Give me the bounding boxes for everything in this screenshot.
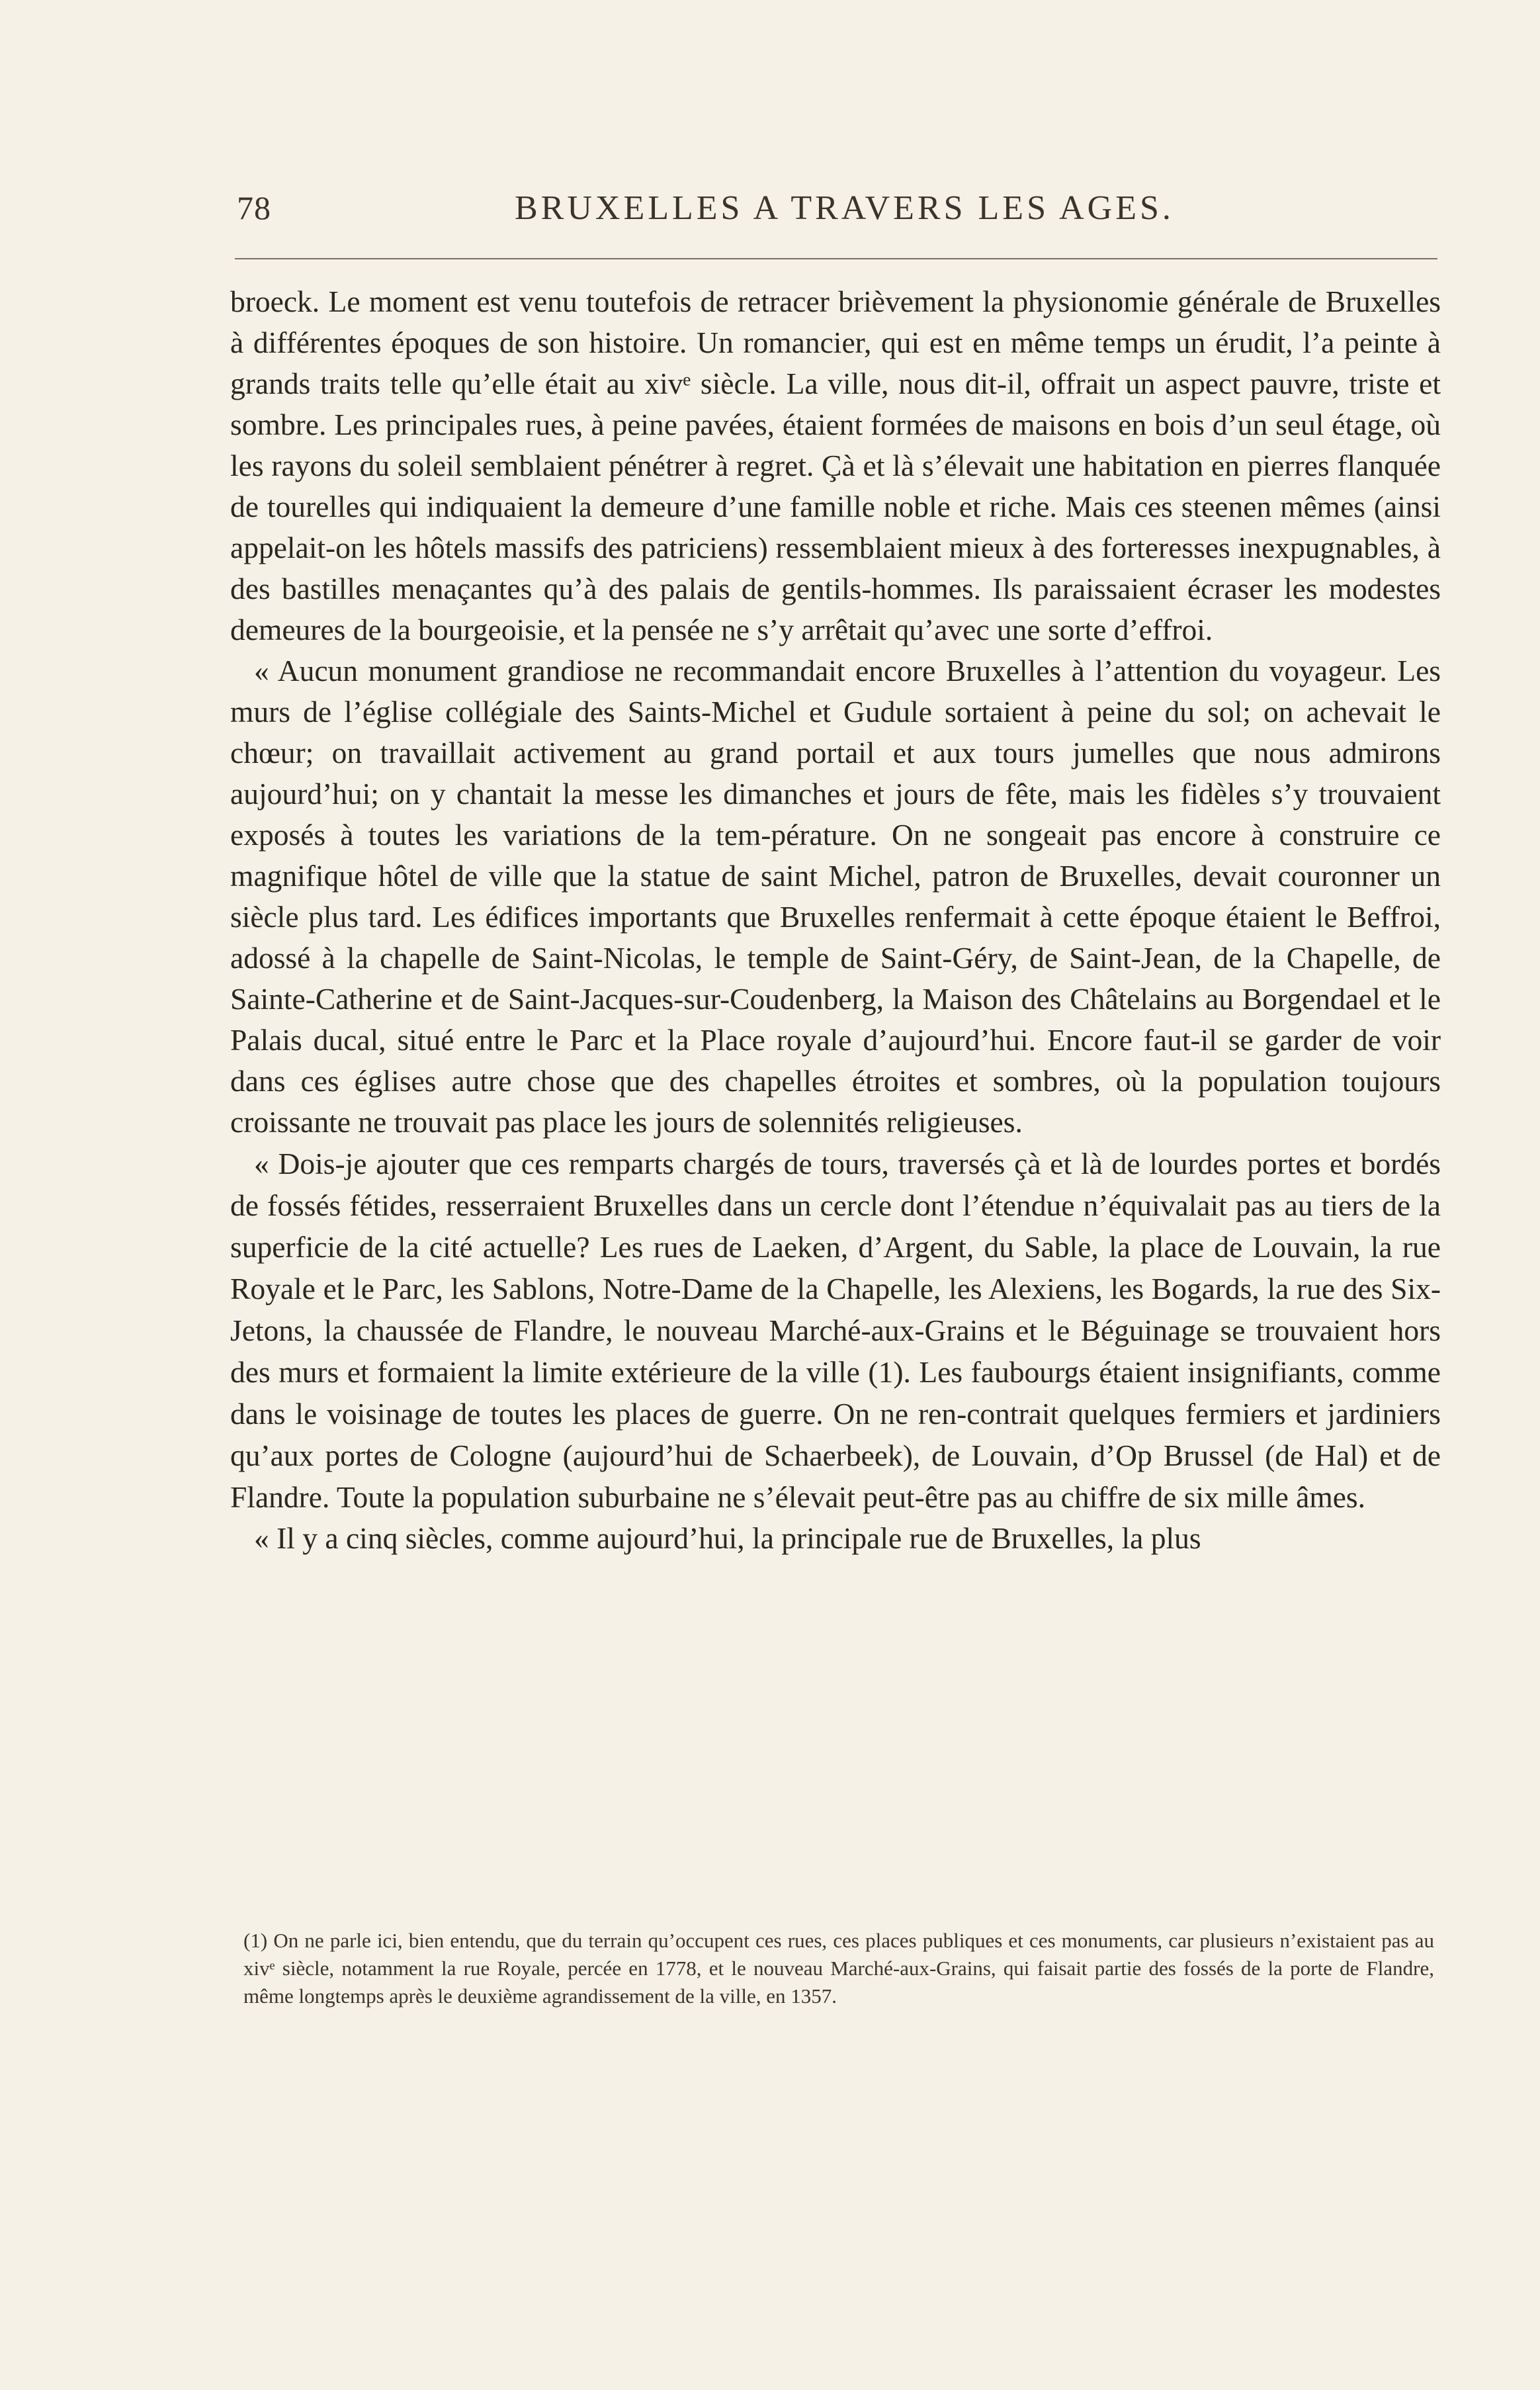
paragraph: « Aucun monument grandiose ne recommandait encore Bruxelles à l’attention du voyageur. Les murs de l’église collégiale des Saints-Michel et Gudule sortaient à peine du sol; on achevait le chœur; on travaillait activement au grand portail et aux tours jumelles que nous admirons aujourd’hui; on y chantait la messe les dimanches et jours de fête, mais les fidèles s’y trouvaient exposés à toutes les variations de la tem-pérature. On ne songeait pas encore à construire ce magnifique hôtel de ville que la statue de saint Michel, patron de Bruxelles, devait couronner un siècle plus tard. Les édifices importants que Bruxelles renfermait à cette époque étaient le Beffroi, adossé à la chapelle de Saint-Nicolas, le temple de Saint-Géry, de Saint-Jean, de la Chapelle, de Sainte-Catherine et de Saint-Jacques-sur-Coudenberg, la Maison des Châtelains au Borgendael et le Palais ducal, situé entre le Parc et la Place royale d’aujourd’hui. Encore faut-il se garder de voir dans ces églises autre chose que des chapelles étroites et sombres, où la population toujours croissante ne trouvait pas place les jours de solennités religieuses. bbox=[230, 654, 1441, 1139]
paragraph: « Dois-je ajouter que ces remparts chargés de tours, traversés çà et là de lourdes portes et bordés de fossés fétides, resserraient Bruxelles dans un cercle dont l’étendue n’équivalait pas au tiers de la superficie de la cité actuelle? Les rues de Laeken, d’Argent, du Sable, la place de Louvain, la rue Royale et le Parc, les Sablons, Notre-Dame de la Chapelle, les Alexiens, les Bogards, la rue des Six-Jetons, la chaussée de Flandre, le nouveau Marché-aux-Grains et le Béguinage se trouvaient hors des murs et formaient la limite extérieure de la ville (1). Les faubourgs étaient insignifiants, comme dans le voisinage de toutes les places de guerre. On ne ren-contrait quelques fermiers et jardiniers qu’aux portes de Cologne (aujourd’hui de Schaerbeek), de Louvain, d’Op Brussel (de Hal) et de Flandre. Toute la population suburbaine ne s’élevait peut-être pas au chiffre de six mille âmes. bbox=[230, 1147, 1441, 1514]
footnotes bbox=[243, 1927, 1434, 2010]
paragraph: broeck. Le moment est venu toutefois de retracer brièvement la physionomie générale de Bruxelles à différentes époques de son histoire. Un romancier, qui est en même temps un érudit, l’a peinte à grands traits telle qu’elle était au xivᵉ siècle. La ville, nous dit-il, offrait un aspect pauvre, triste et sombre. Les principales rues, à peine pavées, étaient formées de maisons en bois d’un seul étage, où les rayons du soleil semblaient pénétrer à regret. Çà et là s’élevait une habitation en pierres flanquée de tourelles qui indiquaient la demeure d’une famille noble et riche. Mais ces steenen mêmes (ainsi appelait-on les hôtels massifs des patriciens) ressemblaient mieux à des forteresses inexpugnables, à des bastilles menaçantes qu’à des palais de gentils-hommes. Ils paraissaient écraser les modestes demeures de la bourgeoisie, et la pensée ne s’y arrêtait qu’avec une sorte d’effroi. bbox=[230, 285, 1441, 646]
paragraph: « Il y a cinq siècles, comme aujourd’hui, la principale rue de Bruxelles, la plus bbox=[254, 1521, 1201, 1555]
running-title: BRUXELLES A TRAVERS LES AGES. bbox=[515, 189, 1174, 227]
page-number: 78 bbox=[237, 189, 271, 226]
header-rule bbox=[235, 258, 1437, 259]
running-header bbox=[237, 189, 1434, 242]
footnote: (1) On ne parle ici, bien entendu, que du terrain qu’occupent ces rues, ces places publiques et ces monuments, car plusieurs n’existaient pas au xivᵉ siècle, notamment la rue Royale, percée en 1778, et le nouveau Marché-aux-Grains, qui faisait partie des fossés de la porte de Flandre, même longtemps après le deuxième agrandissement de la ville, en 1357. bbox=[243, 1929, 1434, 2008]
body-text bbox=[230, 281, 1441, 1559]
